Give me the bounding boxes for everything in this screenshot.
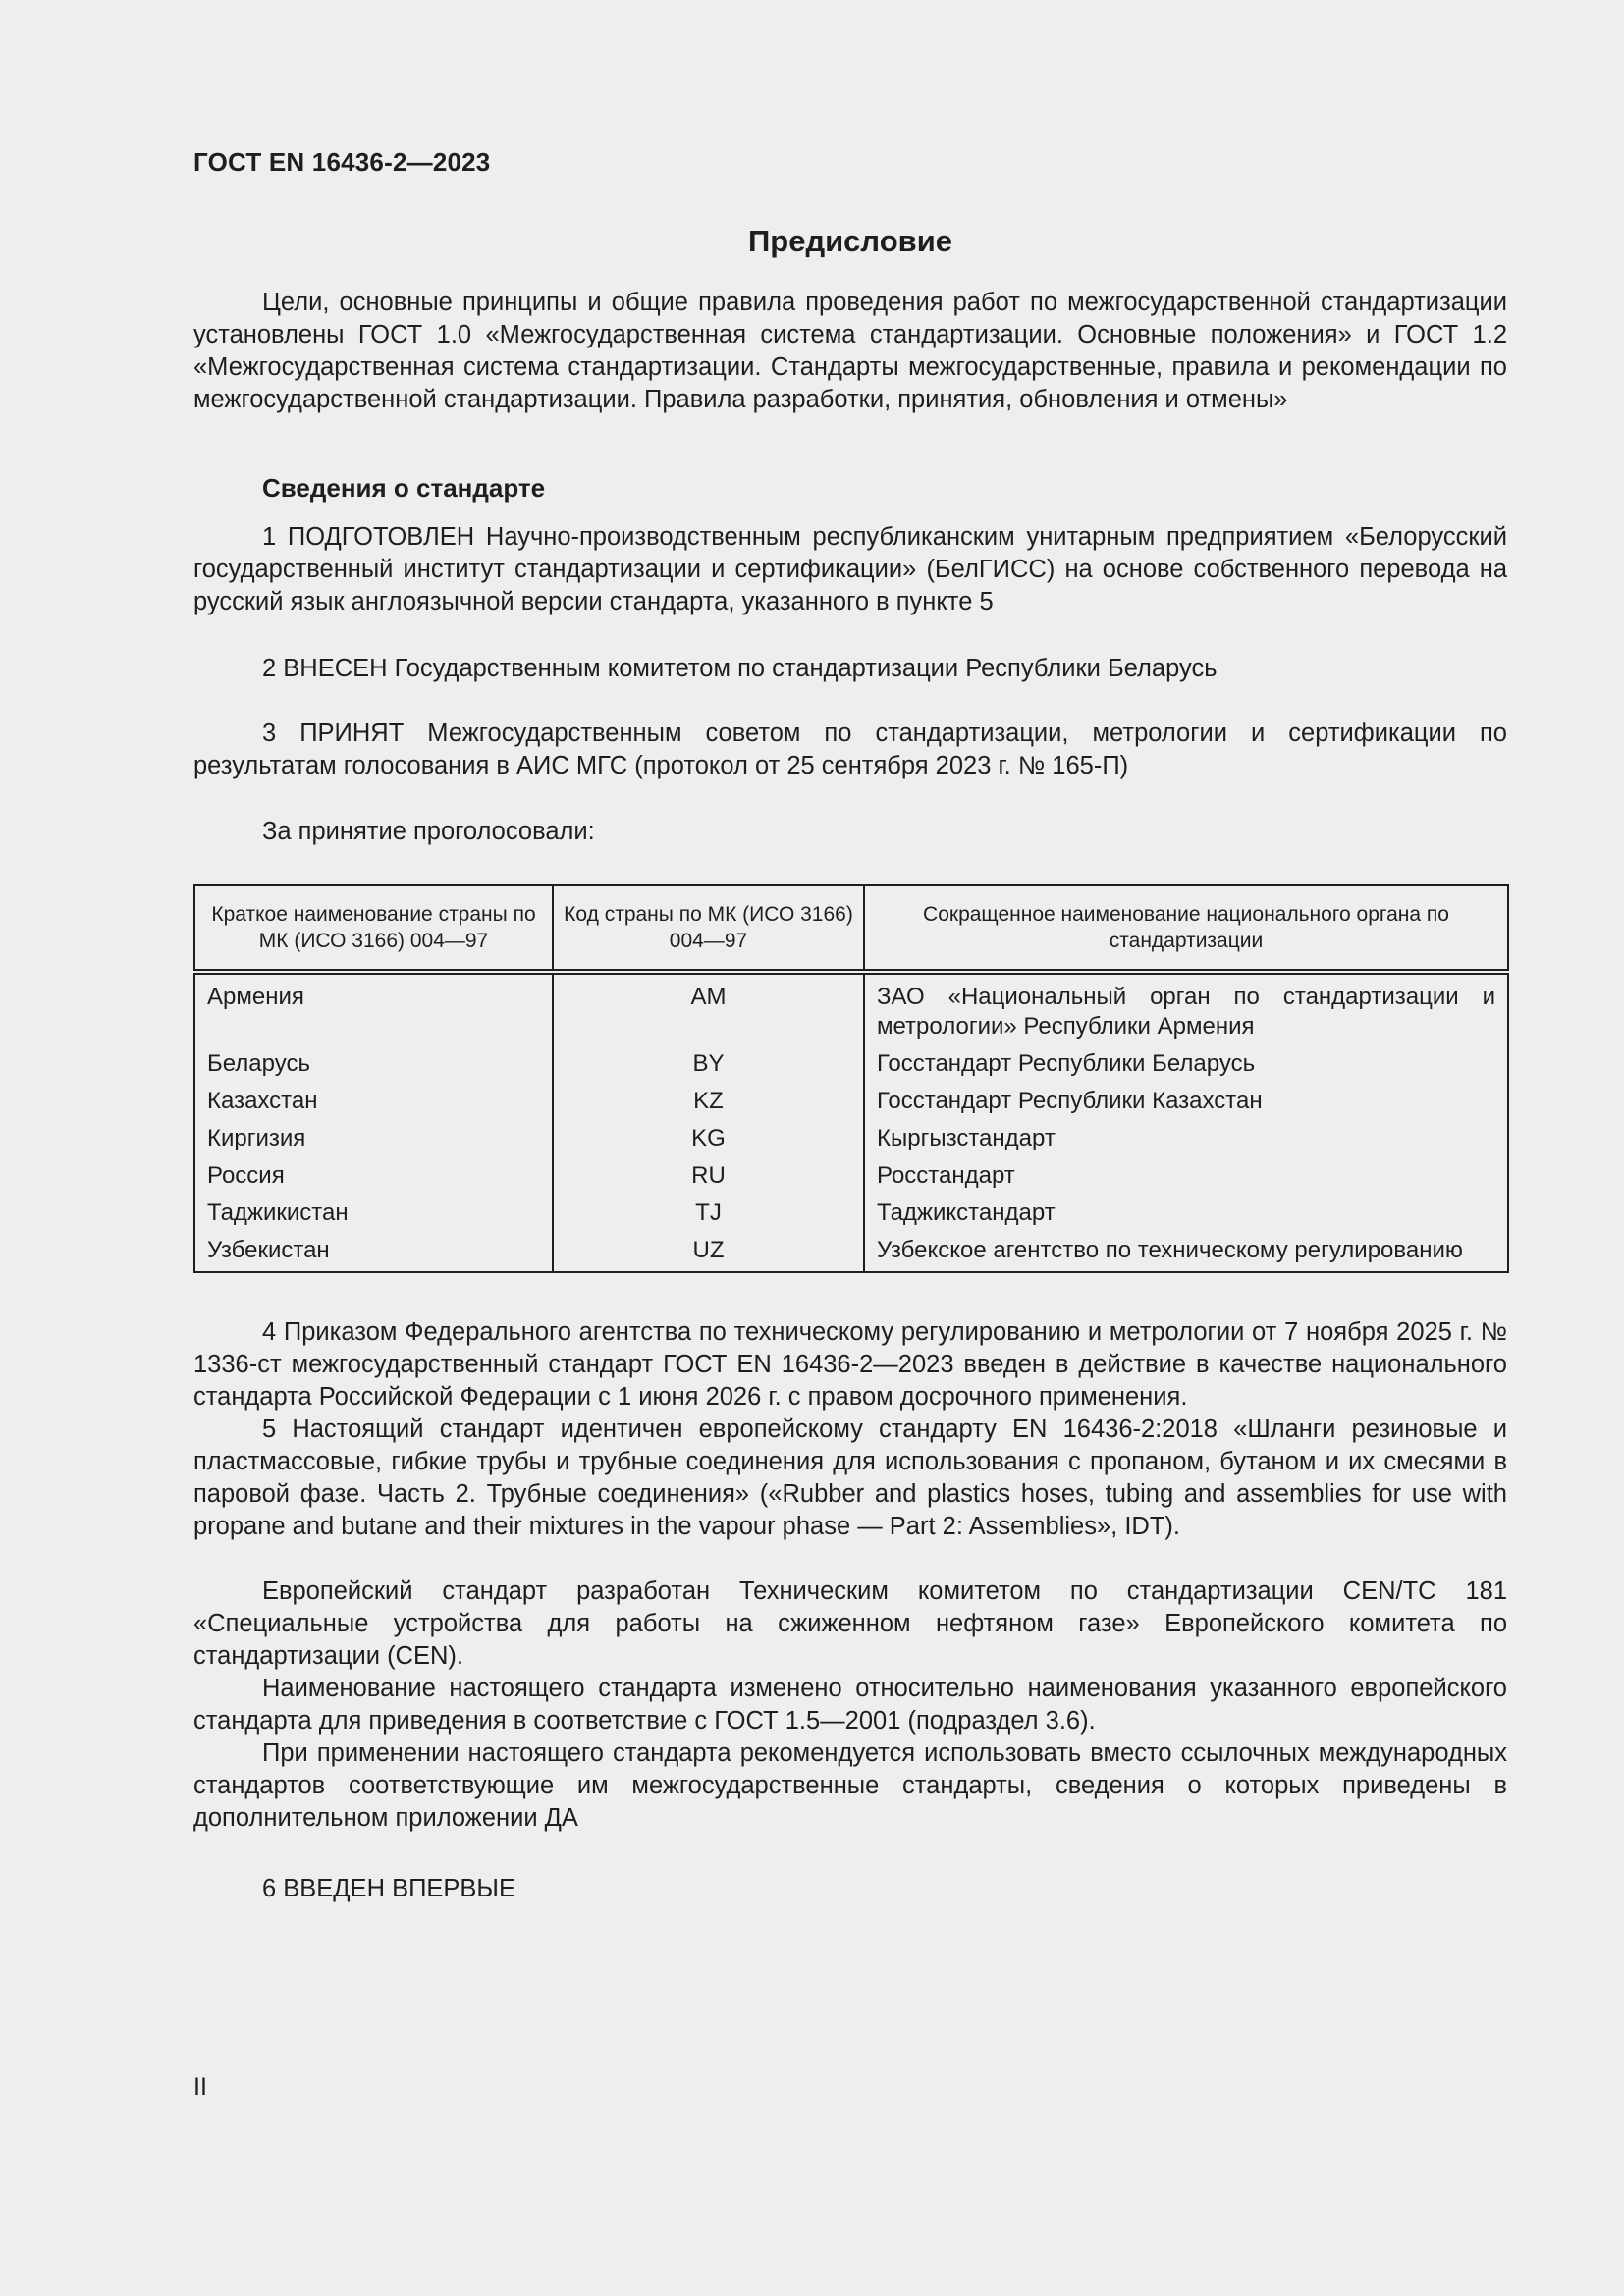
item-5-paragraph: 5 Настоящий стандарт идентичен европейскому стандарту EN 16436-2:2018 «Шланги резиновые и пластмассовые, гибкие трубы и трубные соединения для использования с пропаном, бутаном и их смесями в паровой фазе. Часть 2. Трубные соединения» («Rubber and plastics hoses, tubing and assemblies for use with propane and butane and their mixtures in the vapour phase — Part 2: Assemblies», IDT).: [193, 1415, 1507, 1540]
header-code: Код страны по МК (ИСО 3166) 004—97: [553, 885, 864, 972]
document-header: ГОСТ EN 16436-2—2023: [193, 147, 491, 177]
table-row: [194, 1157, 1508, 1195]
item-5-european-standard: Европейский стандарт разработан Техническим комитетом по стандартизации CEN/TC 181 «Специальные устройства для работы на сжиженном нефтяном газе» Европейского комитета по стандартизации (CEN).: [193, 1577, 1507, 1670]
cell-org: Кыргызстандарт: [864, 1120, 1508, 1157]
section-subheading: Сведения о стандарте: [262, 473, 546, 503]
cell-code: TJ: [553, 1195, 864, 1232]
table-row: [194, 1195, 1508, 1232]
table-row: [194, 1120, 1508, 1157]
cell-code: KZ: [553, 1083, 864, 1120]
item-2-paragraph: 2 ВНЕСЕН Государственным комитетом по стандартизации Республики Беларусь: [262, 655, 1218, 682]
page-number: II: [193, 2073, 207, 2101]
cell-org: Госстандарт Республики Казахстан: [864, 1083, 1508, 1120]
cell-code: RU: [553, 1157, 864, 1195]
item-6-paragraph: 6 ВВЕДЕН ВПЕРВЫЕ: [262, 1875, 516, 1902]
document-page: [193, 0, 1507, 2296]
voted-label: За принятие проголосовали:: [262, 818, 595, 845]
table-row: [194, 972, 1508, 1045]
cell-code: AM: [553, 972, 864, 1045]
table-row: [194, 1083, 1508, 1120]
table-header-row: [194, 885, 1508, 972]
table-row: [194, 1045, 1508, 1083]
cell-org: ЗАО «Национальный орган по стандартизации и метрологии» Республики Армения: [864, 972, 1508, 1045]
header-country: Краткое наименование страны по МК (ИСО 3166) 004—97: [194, 885, 553, 972]
cell-org: Узбекское агентство по техническому регулированию: [864, 1232, 1508, 1272]
cell-country: Узбекистан: [207, 1237, 330, 1263]
page-title: Предисловие: [747, 224, 952, 258]
cell-country: Киргизия: [207, 1125, 306, 1151]
item-3-paragraph: 3 ПРИНЯТ Межгосударственным советом по стандартизации, метрологии и сертификации по результатам голосования в АИС МГС (протокол от 25 сентября 2023 г. № 165-П): [193, 720, 1507, 779]
item-4-paragraph: 4 Приказом Федерального агентства по техническому регулированию и метрологии от 7 ноября 2025 г. № 1336-ст межгосударственный стандарт ГОСТ EN 16436-2—2023 введен в действие в качестве национального стандарта Российской Федерации с 1 июня 2026 г. с правом досрочного применения.: [193, 1318, 1507, 1411]
item-1-paragraph: 1 ПОДГОТОВЛЕН Научно-производственным республиканским унитарным предприятием «Белорусский государственный институт стандартизации и сертификации» (БелГИСС) на основе собственного перевода на русский язык англоязычной версии стандарта, указанного в пункте 5: [193, 523, 1507, 615]
header-org: Сокращенное наименование национального органа по стандартизации: [864, 885, 1508, 972]
intro-paragraph: Цели, основные принципы и общие правила проведения работ по межгосударственной стандартизации установлены ГОСТ 1.0 «Межгосударственная система стандартизации. Основные положения» и ГОСТ 1.2 «Межгосударственная система стандартизации. Стандарты межгосударственные, правила и рекомендации по межгосударственной стандартизации. Правила разработки, принятия, обновления и отмены»: [193, 289, 1507, 413]
cell-code: BY: [553, 1045, 864, 1083]
item-5-references: При применении настоящего стандарта рекомендуется использовать вместо ссылочных международных стандартов соответствующие им межгосударственные стандарты, сведения о которых приведены в дополнительном приложении ДА: [193, 1739, 1507, 1832]
cell-org: Таджикстандарт: [864, 1195, 1508, 1232]
cell-org: Росстандарт: [864, 1157, 1508, 1195]
cell-org: Госстандарт Республики Беларусь: [864, 1045, 1508, 1083]
cell-country: Россия: [207, 1162, 285, 1189]
cell-code: KG: [553, 1120, 864, 1157]
cell-country: Казахстан: [207, 1088, 318, 1114]
cell-country: Беларусь: [207, 1050, 310, 1077]
cell-code: UZ: [553, 1232, 864, 1272]
table-row: [194, 1232, 1508, 1272]
cell-country: Армения: [207, 984, 304, 1010]
member-states-table: [193, 884, 1509, 1273]
item-5-name-change: Наименование настоящего стандарта изменено относительно наименования указанного европейского стандарта для приведения в соответствие с ГОСТ 1.5—2001 (подраздел 3.6).: [193, 1675, 1507, 1735]
cell-country: Таджикистан: [207, 1200, 349, 1226]
